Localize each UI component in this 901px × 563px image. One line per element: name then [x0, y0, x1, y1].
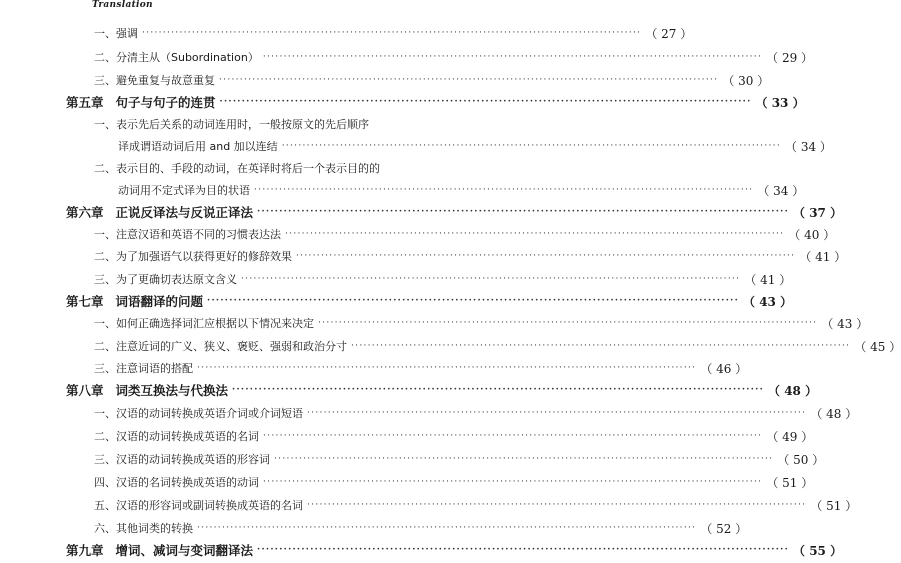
page-number: （ 50 ） [777, 452, 825, 467]
chapter-number: 第五章 [66, 95, 104, 110]
toc-section-row [94, 158, 448, 178]
chapter-title: 正说反译法与反说正译法 [115, 205, 254, 220]
section-title: 六、其他词类的转换 [94, 522, 193, 535]
section-title: 二、为了加强语气以获得更好的修辞效果 [94, 250, 292, 263]
section-title: 译成谓语动词后用 and 加以连结 [118, 140, 278, 153]
chapter-number: 第七章 [66, 294, 104, 309]
page-number: （ 43 ） [743, 294, 793, 309]
leader-dots: ························································································································ [232, 385, 765, 395]
leader-dots: ························································································································ [254, 185, 754, 195]
leader-dots: ························································································································ [296, 251, 796, 261]
page-number: （ 34 ） [757, 183, 805, 198]
page-number: （ 41 ） [744, 272, 792, 287]
toc-section-row [94, 70, 770, 90]
leader-dots: ························································································································ [307, 408, 807, 418]
toc-section-row [94, 358, 748, 378]
chapter-number: 第九章 [66, 543, 104, 558]
chapter-number: 第八章 [66, 383, 104, 398]
leader-dots: ························································································································ [241, 274, 741, 284]
toc-section-row [94, 224, 836, 244]
page-number: （ 29 ） [766, 50, 814, 65]
page-number: （ 48 ） [768, 383, 818, 398]
chapter-title: 词语翻译的问题 [115, 294, 204, 309]
leader-dots: ························································································································ [197, 363, 697, 373]
toc-section-row [94, 336, 901, 356]
section-title: 三、避免重复与故意重复 [94, 74, 215, 87]
page-number: （ 37 ） [793, 205, 843, 220]
page-number: （ 45 ） [854, 339, 901, 354]
leader-dots: ························································································································ [262, 52, 763, 62]
leader-dots: ························································································································ [257, 545, 790, 555]
page-number: （ 41 ） [799, 249, 847, 264]
toc-chapter-row [66, 291, 793, 311]
section-title: 五、汉语的形容词或副词转换成英语的名词 [94, 499, 303, 512]
toc-section-row [94, 47, 814, 67]
leader-dots: ························································································································ [307, 500, 807, 510]
toc-section-row [94, 313, 869, 333]
section-title: 四、汉语的名词转换成英语的动词 [94, 476, 259, 489]
page-number: （ 52 ） [700, 521, 748, 536]
page-number: （ 51 ） [766, 475, 814, 490]
leader-dots: ························································································································ [219, 97, 752, 107]
toc-section-row [94, 246, 847, 266]
page-number: （ 51 ） [810, 498, 858, 513]
section-title: 一、强调 [94, 27, 138, 40]
section-title: 动词用不定式译为目的状语 [118, 184, 250, 197]
page-number: （ 27 ） [645, 26, 693, 41]
leader-dots: ························································································································ [318, 318, 818, 328]
section-title: 一、汉语的动词转换成英语介词或介词短语 [94, 407, 303, 420]
section-title: 二、注意近词的广义、狭义、褒贬、强弱和政治分寸 [94, 340, 347, 353]
page-number: （ 46 ） [700, 361, 748, 376]
leader-dots: ························································································································ [351, 341, 851, 351]
page-number: （ 33 ） [755, 95, 805, 110]
page-number: （ 43 ） [821, 316, 869, 331]
toc-section-row [118, 180, 805, 200]
leader-dots: ························································································································ [285, 229, 785, 239]
toc-section-row [94, 518, 748, 538]
leader-dots: ························································································································ [281, 141, 781, 151]
section-title: 一、如何正确选择词汇应根据以下情况来决定 [94, 317, 314, 330]
toc-chapter-row [66, 92, 805, 112]
running-header: Translation [92, 0, 153, 10]
chapter-title: 增词、减词与变词翻译法 [115, 543, 254, 558]
toc-section-row [94, 114, 448, 134]
toc-chapter-row [66, 202, 843, 222]
leader-dots: ························································································································ [207, 296, 740, 306]
toc-section-row [94, 472, 814, 492]
page-number: （ 40 ） [788, 227, 836, 242]
toc-chapter-row [66, 380, 818, 400]
leader-dots: ························································································································ [219, 75, 719, 85]
toc-section-row [94, 495, 858, 515]
section-title: 三、汉语的动词转换成英语的形容词 [94, 453, 270, 466]
toc-section-row [94, 269, 792, 289]
section-title: 三、注意词语的搭配 [94, 362, 193, 375]
section-title: 一、注意汉语和英语不同的习惯表达法 [94, 228, 281, 241]
section-title: 二、分清主从（Subordination） [94, 51, 259, 64]
page-number: （ 34 ） [785, 139, 832, 154]
toc-section-row [94, 403, 858, 423]
leader-dots: ························································································································ [197, 523, 697, 533]
section-title: 一、表示先后关系的动词连用时，一般按原文的先后顺序 [94, 118, 369, 131]
toc-section-row [94, 449, 825, 469]
chapter-title: 词类互换法与代换法 [115, 383, 229, 398]
page-number: （ 55 ） [793, 543, 843, 558]
chapter-number: 第六章 [66, 205, 104, 220]
page-number: （ 49 ） [766, 429, 814, 444]
leader-dots: ························································································································ [274, 454, 774, 464]
section-title: 二、表示目的、手段的动词，在英译时将后一个表示目的的 [94, 162, 380, 175]
leader-dots: ························································································································ [257, 207, 790, 217]
page-number: （ 48 ） [810, 406, 858, 421]
leader-dots: ························································································································ [263, 431, 763, 441]
section-title: 二、汉语的动词转换成英语的名词 [94, 430, 259, 443]
section-title: 三、为了更确切表达原文含义 [94, 273, 237, 286]
toc-section-row [94, 426, 814, 446]
toc-chapter-row [66, 540, 843, 560]
page-number: （ 30 ） [722, 73, 770, 88]
chapter-title: 句子与句子的连贯 [115, 95, 216, 110]
leader-dots: ························································································································ [263, 477, 763, 487]
toc-section-row [94, 23, 693, 43]
leader-dots: ························································································································ [142, 28, 642, 38]
toc-section-row [118, 136, 832, 156]
